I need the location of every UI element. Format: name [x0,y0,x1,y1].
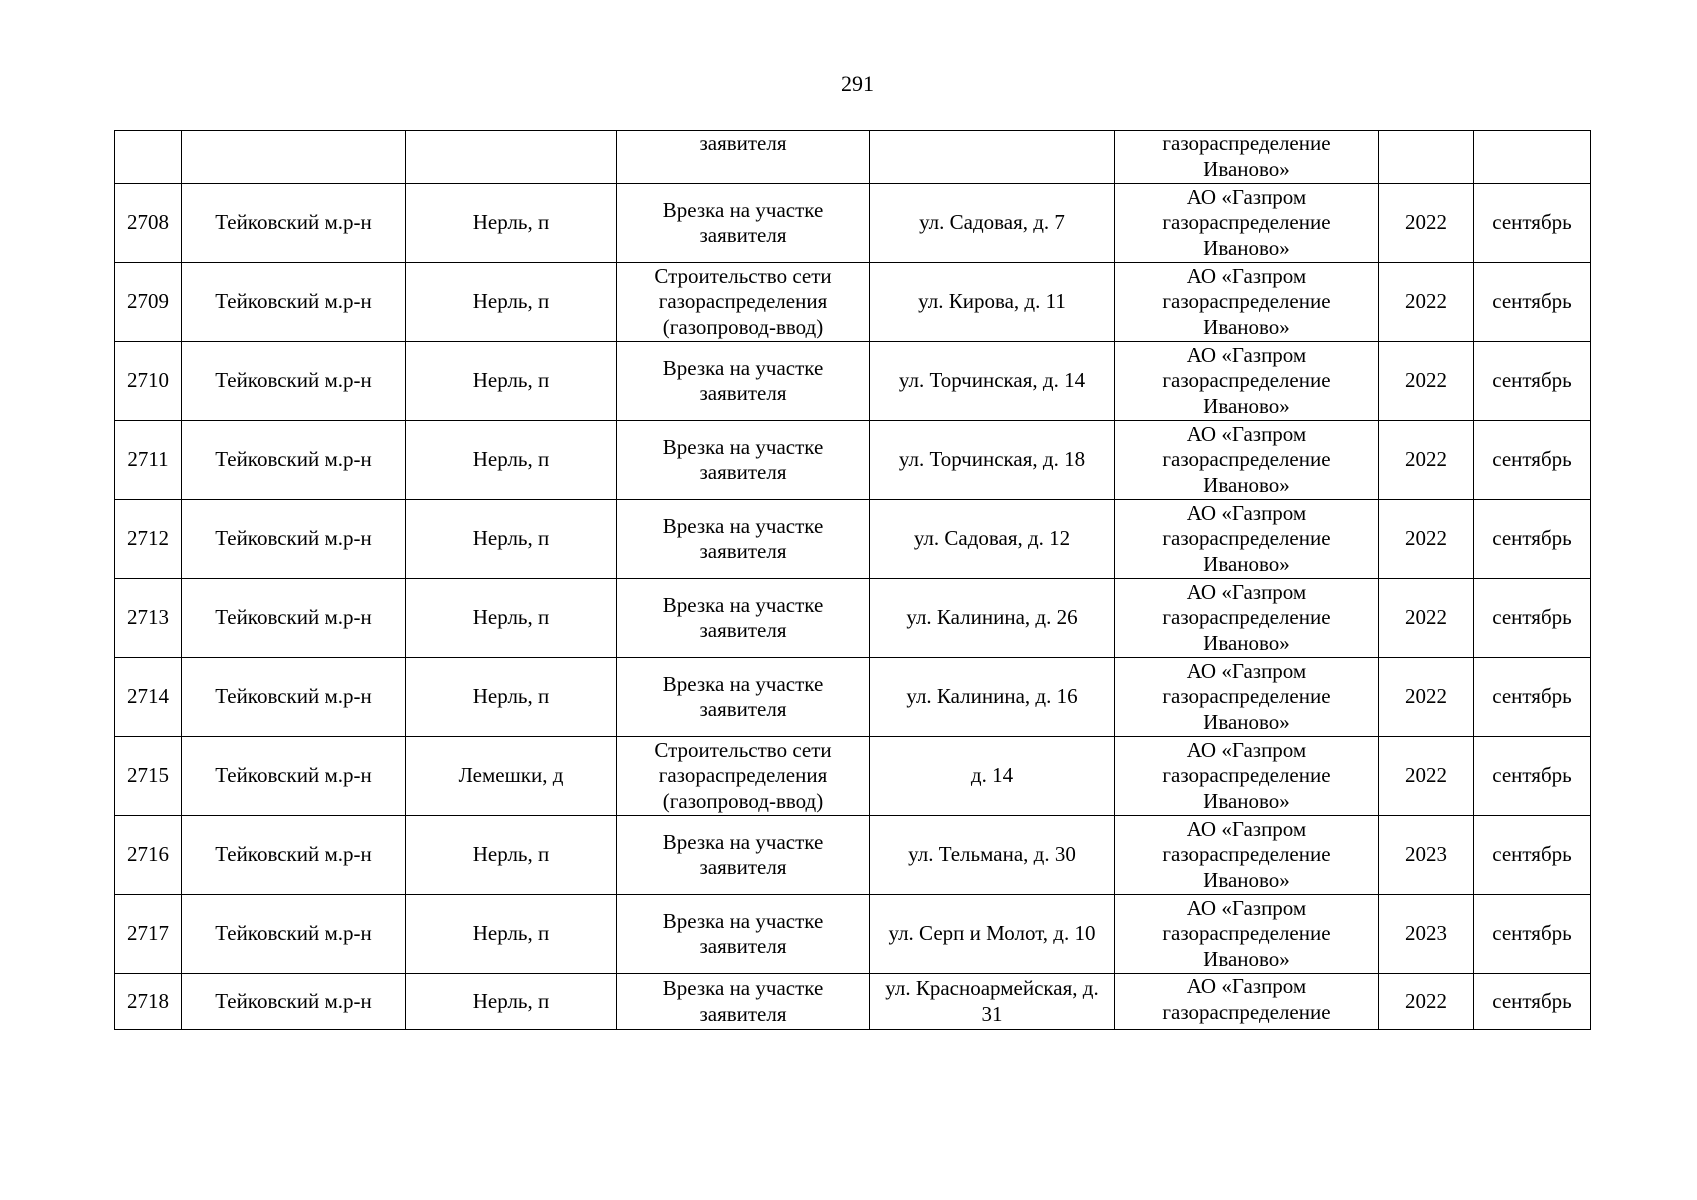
cell-year: 2022 [1379,974,1474,1030]
cell-address: ул. Торчинская, д. 14 [870,342,1115,421]
cell-address: ул. Садовая, д. 12 [870,500,1115,579]
cell-month: сентябрь [1474,500,1591,579]
cell-year: 2023 [1379,816,1474,895]
cell-work-type: Врезка на участке заявителя [617,500,870,579]
cell-settlement: Нерль, п [406,342,617,421]
cell-settlement: Нерль, п [406,184,617,263]
cell-month: сентябрь [1474,974,1591,1030]
cell-district: Тейковский м.р-н [182,184,406,263]
cell-address: д. 14 [870,737,1115,816]
table-row [115,737,1591,816]
cell-number: 2718 [115,974,182,1030]
cell-district: Тейковский м.р-н [182,421,406,500]
cell-year: 2022 [1379,658,1474,737]
cell-number: 2711 [115,421,182,500]
cell-month [1474,131,1591,184]
cell-settlement: Нерль, п [406,895,617,974]
table-row [115,974,1591,1030]
cell-district [182,131,406,184]
cell-year: 2022 [1379,421,1474,500]
cell-settlement: Нерль, п [406,816,617,895]
cell-district: Тейковский м.р-н [182,579,406,658]
cell-organization: АО «Газпром газораспределение Иваново» [1115,816,1379,895]
cell-work-type: Врезка на участке заявителя [617,579,870,658]
table-row-continuation [115,131,1591,184]
cell-district: Тейковский м.р-н [182,816,406,895]
cell-number: 2710 [115,342,182,421]
page-number: 291 [841,71,874,96]
cell-month: сентябрь [1474,421,1591,500]
cell-work-type: Строительство сети газораспределения (газопровод-ввод) [617,263,870,342]
cell-address: ул. Серп и Молот, д. 10 [870,895,1115,974]
cell-number: 2715 [115,737,182,816]
cell-year: 2022 [1379,737,1474,816]
cell-work-type: Врезка на участке заявителя [617,184,870,263]
table-row [115,658,1591,737]
cell-address: ул. Тельмана, д. 30 [870,816,1115,895]
cell-year: 2023 [1379,895,1474,974]
table-row [115,579,1591,658]
cell-district: Тейковский м.р-н [182,658,406,737]
cell-settlement: Нерль, п [406,421,617,500]
cell-work-type: Врезка на участке заявителя [617,974,870,1030]
cell-organization: АО «Газпром газораспределение Иваново» [1115,263,1379,342]
cell-district: Тейковский м.р-н [182,342,406,421]
cell-organization: АО «Газпром газораспределение Иваново» [1115,500,1379,579]
cell-month: сентябрь [1474,579,1591,658]
cell-year [1379,131,1474,184]
cell-number [115,131,182,184]
table-row [115,263,1591,342]
cell-year: 2022 [1379,579,1474,658]
cell-year: 2022 [1379,263,1474,342]
cell-address: ул. Кирова, д. 11 [870,263,1115,342]
cell-work-type: Врезка на участке заявителя [617,816,870,895]
cell-month: сентябрь [1474,658,1591,737]
cell-organization: газораспределение Иваново» [1115,131,1379,184]
table-row [115,895,1591,974]
cell-number: 2709 [115,263,182,342]
cell-settlement [406,131,617,184]
cell-year: 2022 [1379,500,1474,579]
cell-settlement: Лемешки, д [406,737,617,816]
cell-district: Тейковский м.р-н [182,737,406,816]
cell-month: сентябрь [1474,263,1591,342]
cell-number: 2713 [115,579,182,658]
cell-month: сентябрь [1474,184,1591,263]
cell-district: Тейковский м.р-н [182,500,406,579]
cell-work-type: Врезка на участке заявителя [617,658,870,737]
cell-district: Тейковский м.р-н [182,263,406,342]
cell-organization: АО «Газпром газораспределение Иваново» [1115,342,1379,421]
cell-month: сентябрь [1474,895,1591,974]
cell-number: 2717 [115,895,182,974]
cell-settlement: Нерль, п [406,500,617,579]
cell-organization: АО «Газпром газораспределение [1115,974,1379,1030]
cell-number: 2712 [115,500,182,579]
cell-settlement: Нерль, п [406,974,617,1030]
table-body [115,131,1591,1030]
cell-number: 2708 [115,184,182,263]
cell-district: Тейковский м.р-н [182,895,406,974]
cell-number: 2714 [115,658,182,737]
cell-district: Тейковский м.р-н [182,974,406,1030]
cell-organization: АО «Газпром газораспределение Иваново» [1115,737,1379,816]
cell-organization: АО «Газпром газораспределение Иваново» [1115,895,1379,974]
table-row [115,184,1591,263]
cell-organization: АО «Газпром газораспределение Иваново» [1115,421,1379,500]
table-row [115,816,1591,895]
cell-month: сентябрь [1474,816,1591,895]
cell-month: сентябрь [1474,737,1591,816]
cell-settlement: Нерль, п [406,579,617,658]
cell-address: ул. Калинина, д. 16 [870,658,1115,737]
cell-work-type: Врезка на участке заявителя [617,895,870,974]
cell-organization: АО «Газпром газораспределение Иваново» [1115,579,1379,658]
cell-address: ул. Красноармейская, д. 31 [870,974,1115,1030]
cell-address: ул. Калинина, д. 26 [870,579,1115,658]
cell-work-type: заявителя [617,131,870,184]
gasification-table [114,130,1591,1030]
cell-settlement: Нерль, п [406,658,617,737]
cell-work-type: Врезка на участке заявителя [617,421,870,500]
table-row [115,421,1591,500]
cell-address: ул. Торчинская, д. 18 [870,421,1115,500]
cell-work-type: Врезка на участке заявителя [617,342,870,421]
cell-organization: АО «Газпром газораспределение Иваново» [1115,184,1379,263]
cell-year: 2022 [1379,342,1474,421]
cell-settlement: Нерль, п [406,263,617,342]
cell-number: 2716 [115,816,182,895]
cell-year: 2022 [1379,184,1474,263]
cell-address: ул. Садовая, д. 7 [870,184,1115,263]
table-row [115,342,1591,421]
cell-address [870,131,1115,184]
table-row [115,500,1591,579]
cell-organization: АО «Газпром газораспределение Иваново» [1115,658,1379,737]
cell-month: сентябрь [1474,342,1591,421]
cell-work-type: Строительство сети газораспределения (газопровод-ввод) [617,737,870,816]
